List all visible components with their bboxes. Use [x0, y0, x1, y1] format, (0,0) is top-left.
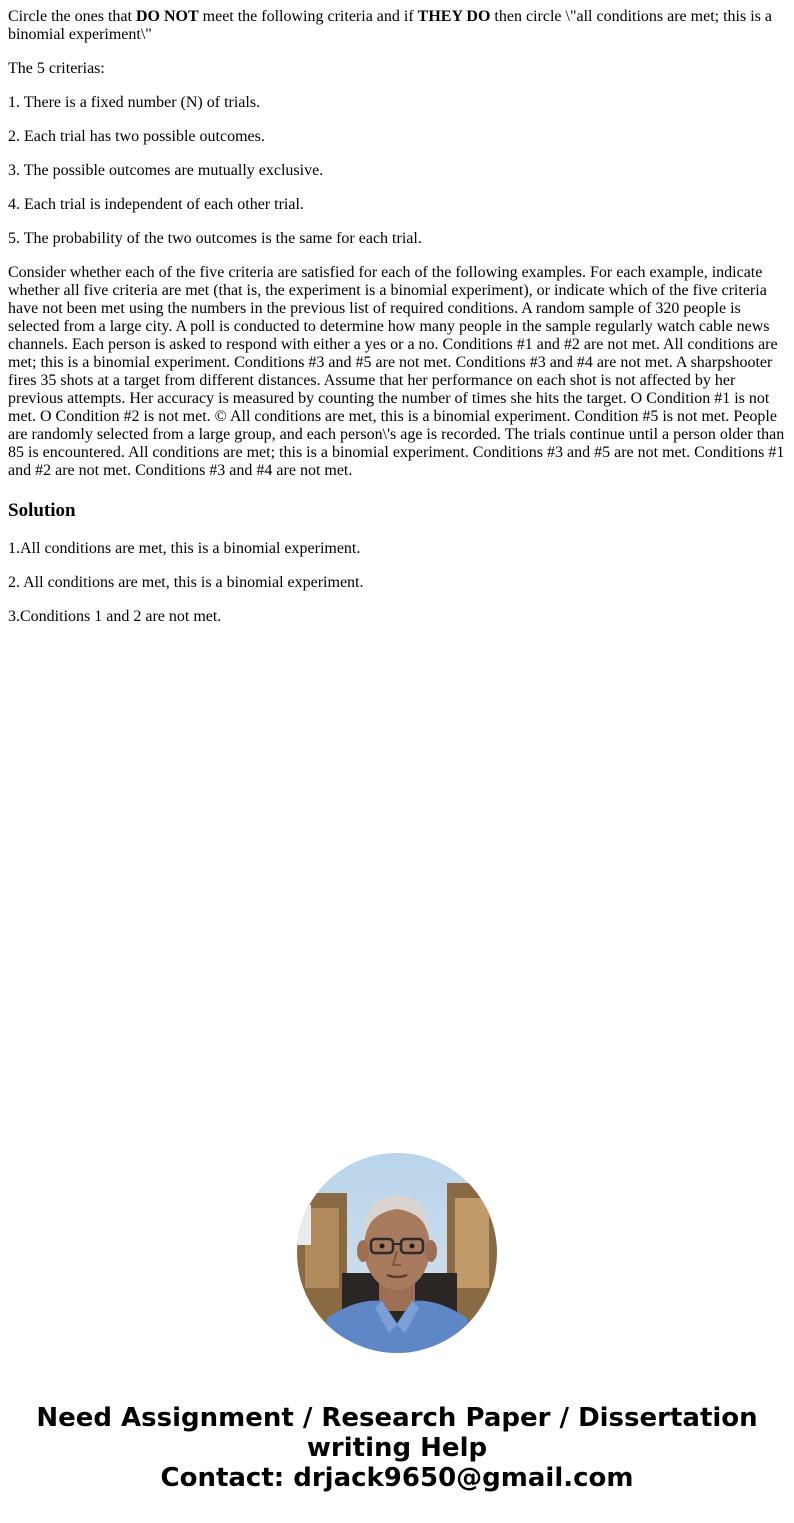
criterion-4: 4. Each trial is independent of each other trial. [8, 196, 304, 213]
answer-3: 3.Conditions 1 and 2 are not met. [8, 608, 222, 625]
criterion-5: 5. The probability of the two outcomes is the same for each trial. [8, 230, 422, 247]
solution-heading: Solution [8, 500, 76, 521]
avatar-portrait-image [297, 1153, 497, 1353]
criterion-3: 3. The possible outcomes are mutually exclusive. [8, 162, 324, 179]
footer-contact-email: Contact: drjack9650@gmail.com [160, 1463, 634, 1493]
avatar [297, 1153, 497, 1353]
intro-prefix: Circle the ones that [8, 8, 136, 25]
answer-1: 1.All conditions are met, this is a binomial experiment. [8, 540, 361, 557]
intro-suffix: then circle \"all conditions are met; this is a binomial experiment\" [8, 8, 772, 43]
criterion-1: 1. There is a fixed number (N) of trials. [8, 94, 261, 111]
question-content [8, 8, 786, 642]
answer-2: 2. All conditions are met, this is a binomial experiment. [8, 574, 364, 591]
footer-line-2: writing Help [306, 1433, 488, 1463]
intro-middle: meet the following criteria and if [198, 8, 418, 25]
question-body: Consider whether each of the five criteria are satisfied for each of the following examples. For each example, indicate whether all five criteria are met (that is, the experiment is a binomial experiment), or indicate which of the five criteria have not been met using the numbers in the previous list of required conditions. A random sample of 320 people is selected from a large city. A poll is conducted to determine how many people in the sample regularly watch cable news channels. Each person is asked to respond with either a yes or a no. Conditions #1 and #2 are not met. All conditions are met; this is a binomial experiment. Conditions #3 and #5 are not met. Conditions #3 and #4 are not met. A sharpshooter fires 35 shots at a target from different distances. Assume that her performance on each shot is not affected by her previous attempts. Her accuracy is measured by counting the number of times she hits the target. O Condition #1 is not met. O Condition #2 is not met. © All conditions are met, this is a binomial experiment. Condition #5 is not met. People are randomly selected from a large group, and each person\'s age is recorded. The trials continue until a person older than 85 is encountered. All conditions are met; this is a binomial experiment. Conditions #3 and #5 are not met. Conditions #1 and #2 are not met. Conditions #3 and #4 are not met. [8, 264, 785, 479]
criteria-heading: The 5 criterias: [8, 60, 105, 77]
intro-bold-they-do: THEY DO [417, 8, 491, 25]
criterion-2: 2. Each trial has two possible outcomes. [8, 128, 265, 145]
intro-paragraph [8, 8, 786, 44]
intro-bold-do-not: DO NOT [135, 8, 199, 25]
footer-line-1: Need Assignment / Research Paper / Dissertation [36, 1403, 758, 1433]
footer-contact-banner [0, 1403, 794, 1493]
